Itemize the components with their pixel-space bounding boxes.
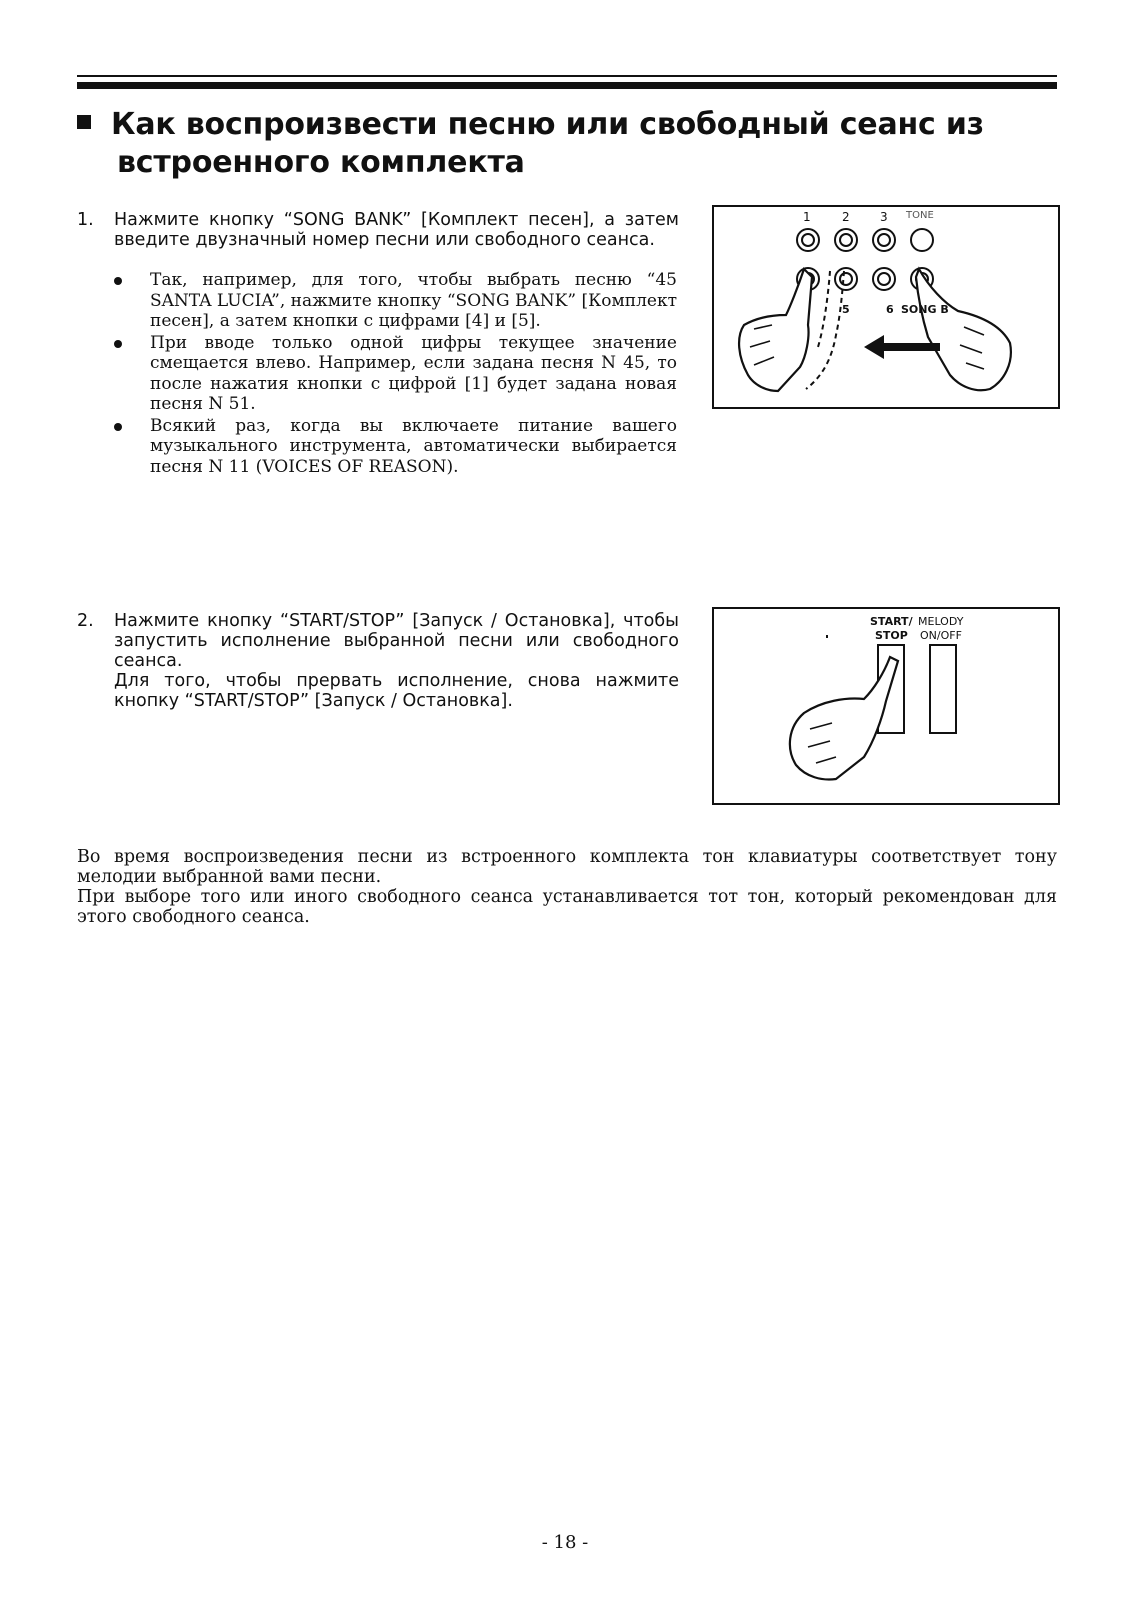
key-label-5: 5	[842, 303, 850, 316]
bullet-dot-icon	[114, 277, 122, 285]
bullet-text: Всякий раз, когда вы включаете питание вашего музыкального инструмента, автоматически выбирается песня N 11 (VOICES OF REASON).	[150, 415, 677, 477]
step-1-text: Нажмите кнопку “SONG BANK” [Комплект песен], а затем введите двузначный номер песни или свободного сеанса.	[114, 210, 679, 250]
key-label-2: 2	[842, 210, 850, 224]
label-on-off: ON/OFF	[920, 629, 962, 642]
step-2-number: 2.	[77, 611, 94, 631]
heading-line-1: Как воспроизвести песню или свободный сеанс из	[111, 107, 984, 142]
bullet-text: Так, например, для того, чтобы выбрать песню “45 SANTA LUCIA”, нажмите кнопку “SONG BANK” [Комплект песен], а затем кнопки с цифрами [4] и [5].	[150, 270, 677, 331]
label-stop: STOP	[875, 629, 908, 642]
step-2-text-stop: Для того, чтобы прервать исполнение, снова нажмите кнопку “START/STOP” [Запуск / Остановка].	[114, 671, 679, 711]
page-number: - 18 -	[541, 1532, 589, 1553]
bullet-text: При вводе только одной цифры текущее значение смещается влево. Например, если задана песня N 45, то после нажатия кнопки с цифрой [1] будет задана новая песня N 51.	[150, 332, 677, 414]
key-label-3: 3	[880, 210, 888, 224]
header-rule-thin	[77, 75, 1057, 77]
note-sentence-1: Во время воспроизведения песни из встроенного комплекта тон клавиатуры соответствует тону мелодии выбранной вами песни.	[77, 847, 1057, 887]
note-paragraph	[77, 847, 1057, 927]
bullet-dot-icon	[114, 340, 122, 348]
key-label-song-bank: SONG B	[901, 303, 949, 316]
section-heading	[77, 106, 1067, 182]
bullet-item	[112, 416, 677, 478]
key-label-6: 6	[886, 303, 894, 316]
square-bullet-icon	[77, 115, 91, 129]
step-2-text: Нажмите кнопку “START/STOP” [Запуск / Остановка], чтобы запустить исполнение выбранной песни или свободного сеанса.	[114, 611, 679, 671]
step-1-number: 1.	[77, 210, 94, 230]
bullet-item	[112, 270, 677, 332]
bullet-item	[112, 333, 677, 415]
start-stop-illustration	[712, 607, 1060, 805]
header-rule-thick	[77, 82, 1057, 89]
key-label-tone: TONE	[906, 210, 934, 221]
heading-line-2: встроенного комплекта	[117, 145, 525, 180]
song-bank-keypad-illustration	[712, 205, 1060, 409]
key-label-1: 1	[803, 210, 811, 224]
note-sentence-2: При выборе того или иного свободного сеанса устанавливается тот тон, который рекомендован для этого свободного сеанса.	[77, 887, 1057, 927]
step-1-bullet-list	[112, 270, 677, 478]
label-melody: MELODY	[918, 615, 964, 628]
bullet-dot-icon	[114, 423, 122, 431]
label-start: START/	[870, 615, 913, 628]
